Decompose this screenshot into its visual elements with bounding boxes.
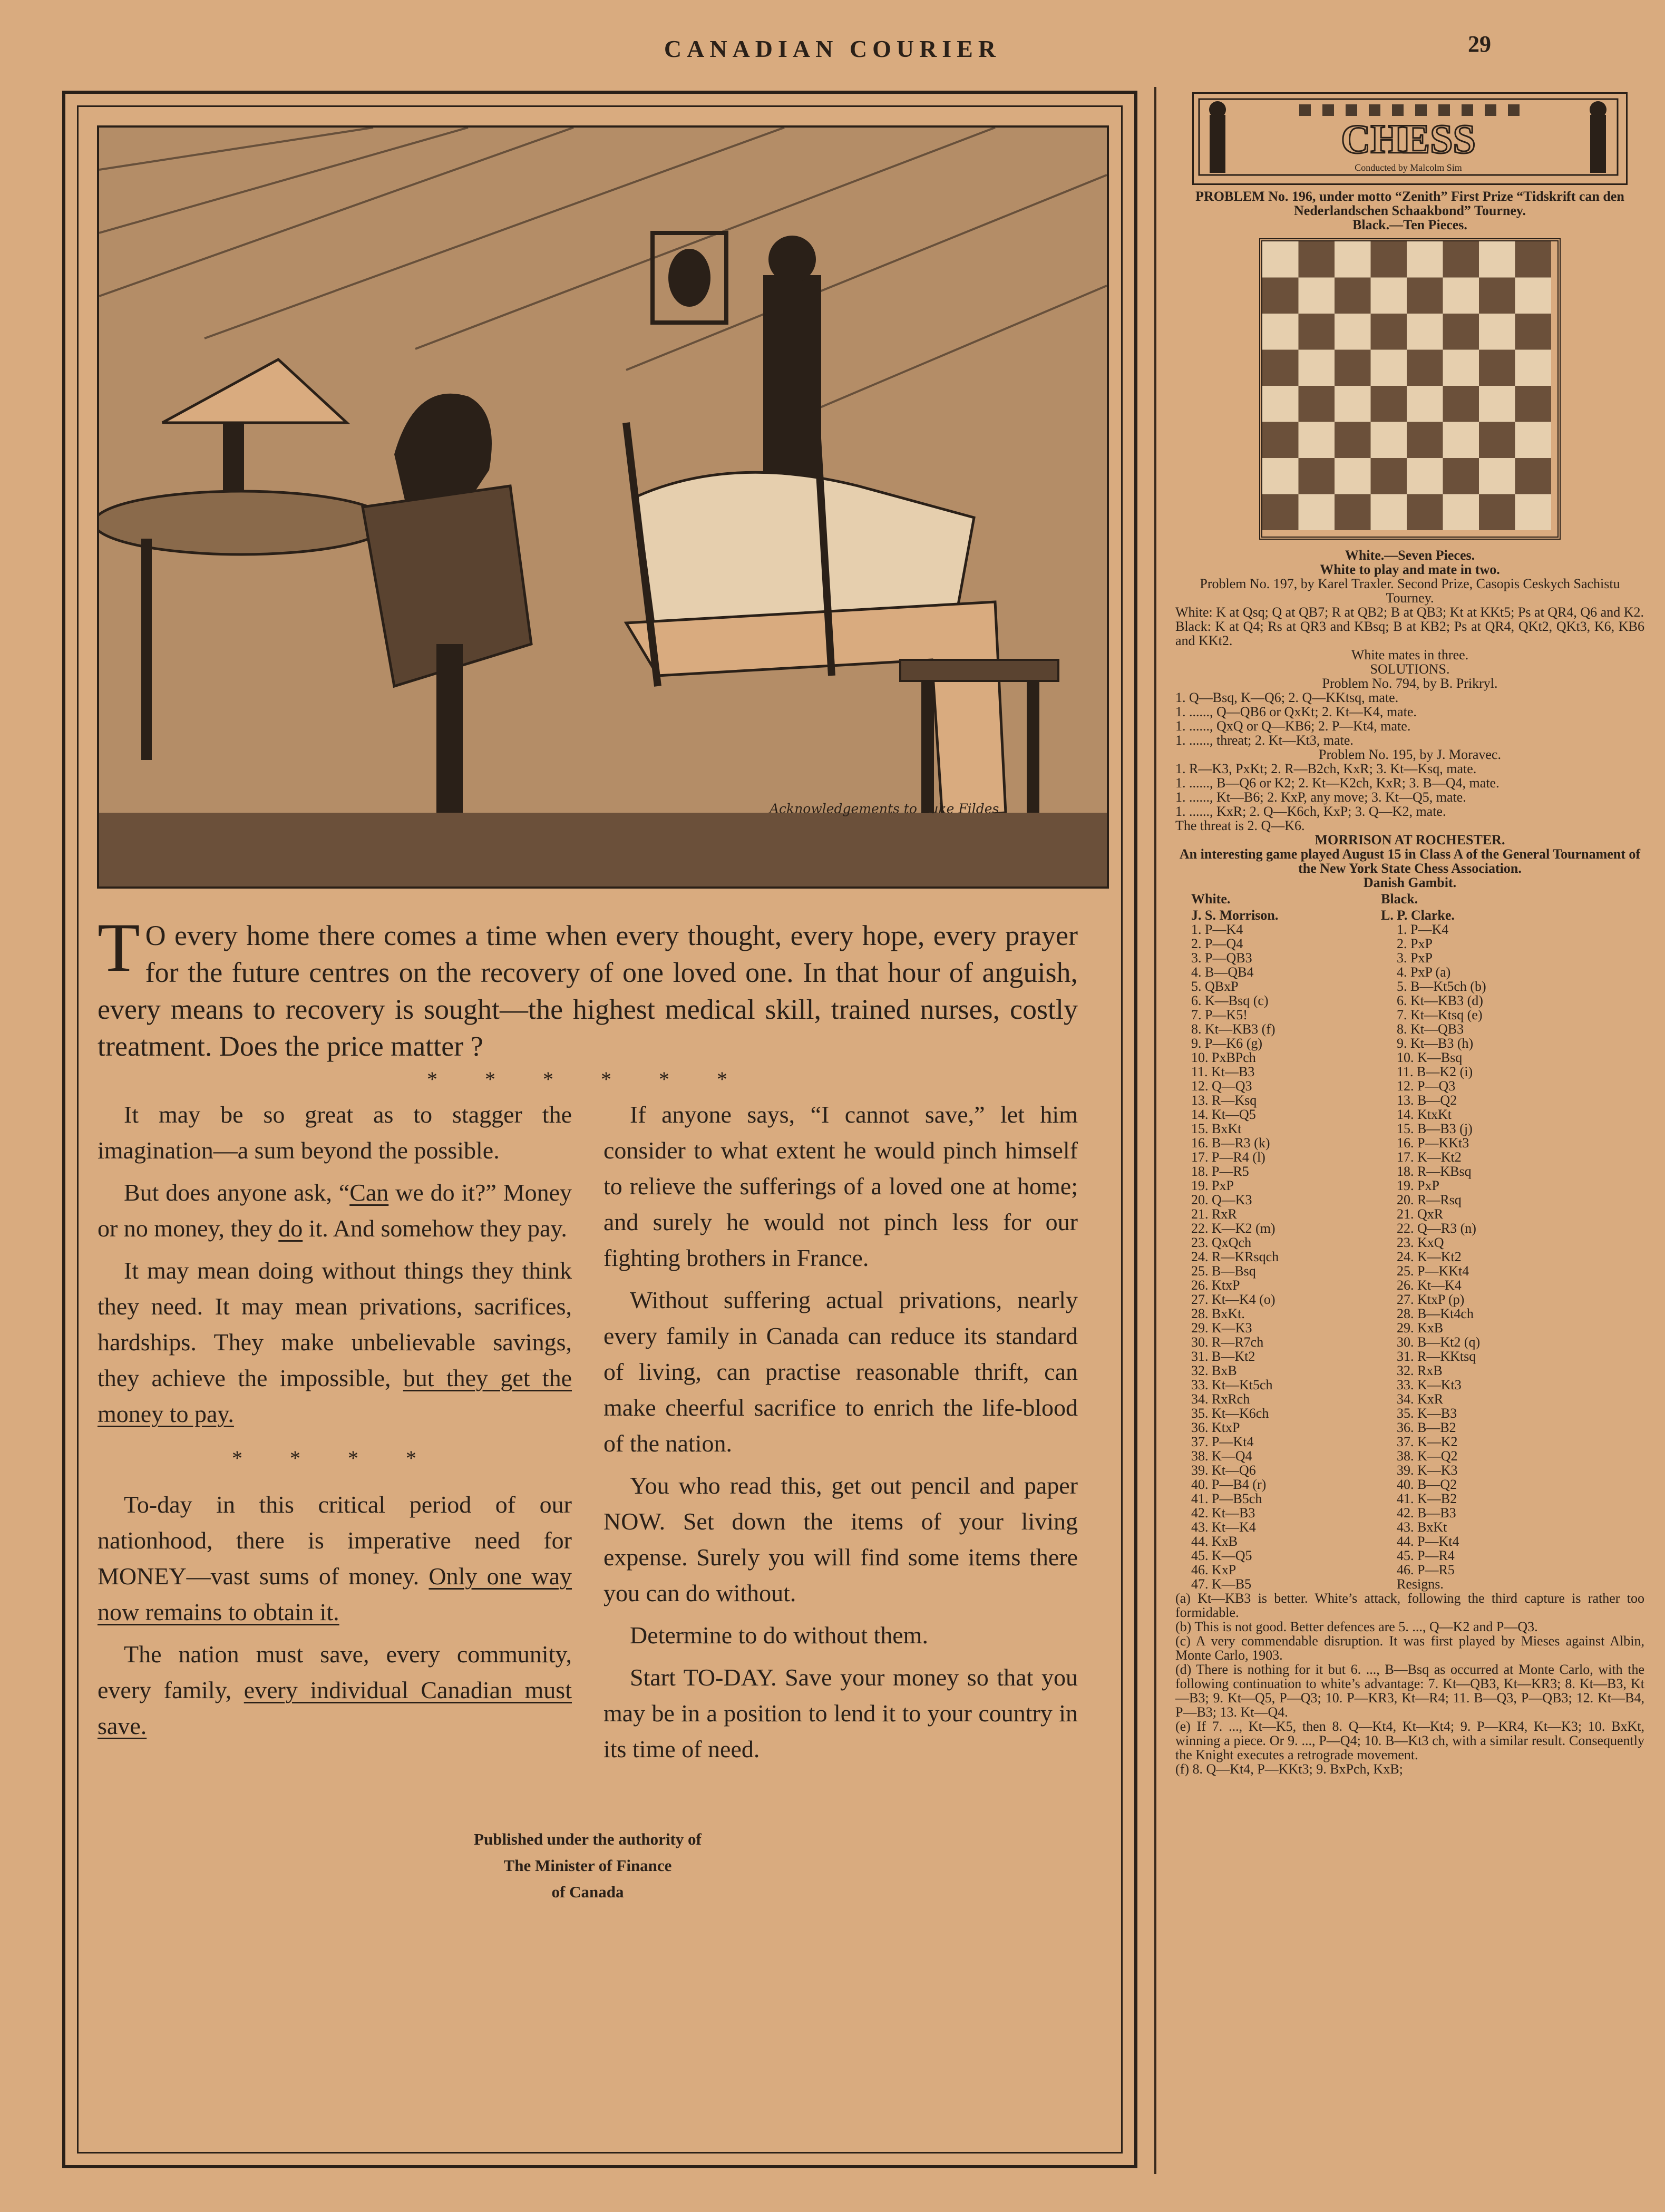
black-move: 41. K—B2 xyxy=(1397,1491,1457,1506)
board-square xyxy=(1515,422,1552,459)
ad-columns xyxy=(98,1097,1078,1774)
black-move: 14. KtxKt xyxy=(1397,1107,1452,1122)
solution-195-4: 1. ......, KxR; 2. Q—K6ch, KxP; 3. Q—K2, mate. xyxy=(1175,804,1446,819)
problem-196: PROBLEM No. 196, under motto “Zenith” First Prize “Tidskrift can den Nederlandschen Schaakbond” Tourney. xyxy=(1195,189,1624,218)
white-move: 46. KxP xyxy=(1191,1562,1236,1577)
white-move: 8. Kt—KB3 (f) xyxy=(1191,1021,1275,1037)
black-move: 40. B—Q2 xyxy=(1397,1477,1457,1492)
black-move: 29. KxB xyxy=(1397,1320,1444,1336)
divider-stars-4: * * * * xyxy=(232,1446,437,1470)
black-move: 44. P—Kt4 xyxy=(1397,1534,1459,1549)
board-square xyxy=(1407,241,1443,278)
solution-794-4: 1. ......, threat; 2. Kt—Kt3, mate. xyxy=(1175,733,1354,748)
board-square xyxy=(1335,458,1371,494)
black-move: 46. P—R5 xyxy=(1397,1562,1455,1577)
white-to-play: White to play and mate in two. xyxy=(1320,562,1500,577)
solution-794-2: 1. ......, Q—QB6 or QxKt; 2. Kt—K4, mate. xyxy=(1175,704,1417,719)
problem-195: Problem No. 195, by J. Moravec. xyxy=(1319,747,1501,762)
page-number: 29 xyxy=(1468,31,1491,57)
right-paragraph-4: Determine to do without them. xyxy=(630,1622,928,1649)
problem-197: Problem No. 197, by Karel Traxler. Second Prize, Casopis Ceskych Sachistu Tourney. xyxy=(1200,576,1620,606)
white-move: 18. P—R5 xyxy=(1191,1164,1249,1179)
white-move: 9. P—K6 (g) xyxy=(1191,1036,1263,1051)
board-square xyxy=(1407,278,1443,314)
solution-195-2: 1. ......, B—Q6 or K2; 2. Kt—K2ch, KxR; 3. B—Q4, mate. xyxy=(1175,775,1500,791)
board-square xyxy=(1479,278,1515,314)
white-move: 26. KtxP xyxy=(1191,1278,1240,1293)
board-square xyxy=(1371,350,1407,386)
black-move: 17. K—Kt2 xyxy=(1397,1149,1462,1165)
board-square xyxy=(1515,241,1552,278)
white-move: 41. P—B5ch xyxy=(1191,1491,1262,1506)
white-move: 33. Kt—Kt5ch xyxy=(1191,1377,1273,1392)
game-note: (d) There is nothing for it but 6. ..., B—Bsq as occurred at Monte Carlo, with the following continuation to white’s advantage: 7. Kt—QB3, Kt—KR3; 8. Kt—B3, Kt—B3; 9. Kt—Q5, P—Q3; 10. P—KR3, Kt—R4; 11. B—Q3, P—QB3; 12. Kt—B4, P—B3; 13. Kt—Q4. xyxy=(1175,1662,1644,1720)
game-note: (c) A very commendable disruption. It was first played by Mieses against Albin, Monte Carlo, 1903. xyxy=(1175,1633,1644,1663)
white-move: 21. RxR xyxy=(1191,1206,1237,1222)
left-paragraph-2: But does anyone ask, “Can we do it?” Money or no money, they do it. And somehow they pay. xyxy=(98,1179,572,1242)
drop-cap: T xyxy=(98,909,140,986)
solution-195-3: 1. ......, Kt—B6; 2. KxP, any move; 3. Kt—Q5, mate. xyxy=(1175,790,1466,805)
white-move: 1. P—K4 xyxy=(1191,922,1243,937)
board-square xyxy=(1299,278,1335,314)
board-square xyxy=(1335,422,1371,459)
problem-794: Problem No. 794, by B. Prikryl. xyxy=(1322,676,1498,691)
white-move: 15. BxKt xyxy=(1191,1121,1242,1136)
solution-195-5: The threat is 2. Q—K6. xyxy=(1175,818,1305,833)
board-square xyxy=(1479,458,1515,494)
board-square xyxy=(1371,278,1407,314)
white-move: 47. K—B5 xyxy=(1191,1576,1252,1592)
white-move: 40. P—B4 (r) xyxy=(1191,1477,1267,1492)
game-notes xyxy=(1175,1591,1644,1776)
left-paragraph-3: It may mean doing without things they think they need. It may mean privations, sacrifices, hardships. They make unbelievable savings, they achieve the impossible, but they get the money to pay. xyxy=(98,1257,572,1427)
black-move: 10. K—Bsq xyxy=(1397,1050,1463,1065)
black-move: 23. KxQ xyxy=(1397,1235,1444,1250)
solution-195-1: 1. R—K3, PxKt; 2. R—B2ch, KxR; 3. Kt—Ksq, mate. xyxy=(1175,761,1477,776)
chess-logo-sub: Conducted by Malcolm Sim xyxy=(1355,162,1462,173)
black-move: 35. K—B3 xyxy=(1397,1406,1457,1421)
white-move: 23. QxQch xyxy=(1191,1235,1252,1250)
black-move: 19. PxP xyxy=(1397,1178,1439,1193)
white-move: 32. BxB xyxy=(1191,1363,1237,1378)
black-move: 31. R—KKtsq xyxy=(1397,1349,1476,1364)
board-square xyxy=(1515,386,1552,422)
game-note: (e) If 7. ..., Kt—K5, then 8. Q—Kt4, Kt—Kt4; 9. P—KR4, Kt—K3; 10. BxKt, winning a piece. Or 9. ..., P—Q4; 10. B—Kt3 ch, with a similar result. Consequently the Knight executes a retrograde movement. xyxy=(1175,1719,1644,1762)
black-move: 26. Kt—K4 xyxy=(1397,1278,1462,1293)
board-square xyxy=(1371,422,1407,459)
board-square xyxy=(1443,458,1479,494)
right-paragraph-1: If anyone says, “I cannot save,” let him consider to what extent he would pinch himself to relieve the sufferings of a loved one at home; and surely he would not pinch less for our fighting brothers in France. xyxy=(603,1101,1078,1271)
white-move: 3. P—QB3 xyxy=(1191,950,1252,966)
board-square xyxy=(1371,241,1407,278)
white-move: 28. BxKt. xyxy=(1191,1306,1245,1321)
black-move: 39. K—K3 xyxy=(1397,1463,1458,1478)
board-square xyxy=(1515,350,1552,386)
board-square xyxy=(1407,386,1443,422)
board-square xyxy=(1335,386,1371,422)
game-header-players: J. S. Morrison. L. P. Clarke. xyxy=(1191,908,1455,923)
white-move: 14. Kt—Q5 xyxy=(1191,1107,1256,1122)
lead-paragraph xyxy=(98,909,1078,1065)
illustration-doctor xyxy=(97,125,1109,889)
game-note: (f) 8. Q—Kt4, P—KKt3; 9. BxPch, KxB; xyxy=(1175,1761,1403,1777)
white-move: 6. K—Bsq (c) xyxy=(1191,993,1269,1008)
board-square xyxy=(1299,494,1335,531)
black-move: 11. B—K2 (i) xyxy=(1397,1064,1473,1079)
board-square xyxy=(1299,422,1335,459)
left-paragraph-1: It may be so great as to stagger the imagination—a sum beyond the possible. xyxy=(98,1101,572,1164)
white-move: 31. B—Kt2 xyxy=(1191,1349,1255,1364)
black-move: Resigns. xyxy=(1397,1576,1444,1592)
game-moves xyxy=(1175,922,1644,1591)
black-move: 9. Kt—B3 (h) xyxy=(1397,1036,1474,1051)
white-move: 38. K—Q4 xyxy=(1191,1448,1252,1464)
black-move: 5. B—Kt5ch (b) xyxy=(1397,979,1486,994)
morrison-title: MORRISON AT ROCHESTER. xyxy=(1315,832,1505,847)
black-move: 16. P—KKt3 xyxy=(1397,1135,1469,1151)
white-move: 43. Kt—K4 xyxy=(1191,1519,1256,1535)
white-move: 36. KtxP xyxy=(1191,1420,1240,1435)
board-square xyxy=(1479,241,1515,278)
black-move: 4. PxP (a) xyxy=(1397,964,1451,980)
board-square xyxy=(1407,350,1443,386)
board-square xyxy=(1479,350,1515,386)
board-square xyxy=(1479,422,1515,459)
black-move: 33. K—Kt3 xyxy=(1397,1377,1462,1392)
board-square xyxy=(1335,494,1371,531)
board-square xyxy=(1407,458,1443,494)
white-moves xyxy=(1175,922,1381,1591)
white-move: 42. Kt—B3 xyxy=(1191,1505,1255,1521)
chess-logo-title: CHESS xyxy=(1341,116,1476,162)
board-square xyxy=(1371,386,1407,422)
white-move: 11. Kt—B3 xyxy=(1191,1064,1255,1079)
morrison-intro: An interesting game played August 15 in Class A of the General Tournament of the New York State Chess Association. xyxy=(1179,846,1641,876)
board-square xyxy=(1299,350,1335,386)
black-move: 27. KtxP (p) xyxy=(1397,1292,1465,1307)
white-move: 13. R—Ksq xyxy=(1191,1093,1257,1108)
lead-text: O every home there comes a time when every thought, every hope, every prayer for the future centres on the recovery of one loved one. In that hour of anguish, every means to recovery is sought—the highest medical skill, trained nurses, costly treatment. Does the price matter ? xyxy=(98,920,1078,1062)
board-square xyxy=(1299,314,1335,350)
board-square xyxy=(1407,494,1443,531)
black-pieces: Black.—Ten Pieces. xyxy=(1352,217,1467,232)
black-move: 6. Kt—KB3 (d) xyxy=(1397,993,1483,1008)
board-square xyxy=(1335,350,1371,386)
board-square xyxy=(1299,241,1335,278)
game-note: (b) This is not good. Better defences are 5. ..., Q—K2 and P—Q3. xyxy=(1175,1619,1538,1634)
board-square xyxy=(1407,422,1443,459)
board-square xyxy=(1443,494,1479,531)
board-square xyxy=(1407,314,1443,350)
column-rule xyxy=(1154,87,1156,2174)
white-move: 35. Kt—K6ch xyxy=(1191,1406,1269,1421)
white-move: 29. K—K3 xyxy=(1191,1320,1252,1336)
black-move: 15. B—B3 (j) xyxy=(1397,1121,1473,1136)
game-header-labels: White. Black. xyxy=(1191,891,1418,907)
board-square xyxy=(1443,422,1479,459)
white-move: 20. Q—K3 xyxy=(1191,1192,1252,1207)
black-move: 21. QxR xyxy=(1397,1206,1444,1222)
right-paragraph-5: Start TO-DAY. Save your money so that you may be in a position to lend it to your country in its time of need. xyxy=(603,1664,1078,1762)
black-move: 42. B—B3 xyxy=(1397,1505,1456,1521)
board-square xyxy=(1443,314,1479,350)
illustration-credit: Acknowledgements to Luke Fildes xyxy=(770,801,999,816)
white-move: 30. R—R7ch xyxy=(1191,1334,1264,1350)
white-move: 45. K—Q5 xyxy=(1191,1548,1252,1563)
black-move: 37. K—K2 xyxy=(1397,1434,1458,1449)
board-square xyxy=(1335,278,1371,314)
black-move: 34. KxR xyxy=(1397,1391,1444,1407)
black-move: 3. PxP xyxy=(1397,950,1433,966)
white-move: 10. PxBPch xyxy=(1191,1050,1256,1065)
black-position: Black: K at Q4; Rs at QR3 and KBsq; B at KB2; Ps at QR4, QKt2, QKt3, K6, KB6 and KKt2. xyxy=(1175,619,1644,648)
white-pieces: White.—Seven Pieces. xyxy=(1345,548,1475,563)
solution-794-3: 1. ......, QxQ or Q—KB6; 2. P—Kt4, mate. xyxy=(1175,718,1411,734)
ad-copy xyxy=(98,909,1078,1905)
white-move: 27. Kt—K4 (o) xyxy=(1191,1292,1275,1307)
board-square xyxy=(1262,494,1299,531)
black-move: 24. K—Kt2 xyxy=(1397,1249,1462,1264)
board-square xyxy=(1299,458,1335,494)
masthead: CANADIAN COURIER xyxy=(664,35,1001,62)
opening-name: Danish Gambit. xyxy=(1363,875,1457,890)
board-square xyxy=(1479,494,1515,531)
black-move: 20. R—Rsq xyxy=(1397,1192,1462,1207)
right-paragraph-2: Without suffering actual privations, nearly every family in Canada can reduce its standard of living, can practise reasonable thrift, can make cheerful sacrifice to enrich the life-blood of the nation. xyxy=(603,1287,1078,1457)
board-square xyxy=(1371,314,1407,350)
black-move: 43. BxKt xyxy=(1397,1519,1447,1535)
black-move: 13. B—Q2 xyxy=(1397,1093,1457,1108)
board-square xyxy=(1371,494,1407,531)
board-square xyxy=(1479,386,1515,422)
black-move: 22. Q—R3 (n) xyxy=(1397,1221,1476,1236)
board-square xyxy=(1262,314,1299,350)
white-move: 4. B—QB4 xyxy=(1191,964,1254,980)
black-move: 18. R—KBsq xyxy=(1397,1164,1472,1179)
white-move: 39. Kt—Q6 xyxy=(1191,1463,1256,1478)
white-move: 12. Q—Q3 xyxy=(1191,1078,1252,1094)
ad-left-column xyxy=(98,1097,572,1774)
black-move: 30. B—Kt2 (q) xyxy=(1397,1334,1481,1350)
board-square xyxy=(1335,314,1371,350)
white-position: White: K at Qsq; Q at QB7; R at QB2; B at QB3; Kt at KKt5; Ps at QR4, Q6 and K2. xyxy=(1175,605,1644,620)
chess-column xyxy=(1175,92,1644,1776)
solution-794-1: 1. Q—Bsq, K—Q6; 2. Q—KKtsq, mate. xyxy=(1175,690,1399,705)
board-square xyxy=(1299,386,1335,422)
white-mates: White mates in three. xyxy=(1351,647,1469,662)
black-move: 7. Kt—Ktsq (e) xyxy=(1397,1007,1483,1022)
chess-board xyxy=(1259,238,1561,540)
board-square xyxy=(1479,314,1515,350)
publisher-note: Published under the authority of The Minister of Finance of Canada xyxy=(474,1830,702,1901)
white-move: 24. R—KRsqch xyxy=(1191,1249,1279,1264)
black-moves xyxy=(1381,922,1586,1591)
right-paragraph-3: You who read this, get out pencil and paper NOW. Set down the items of your living expense. Surely you will find some items there you can do without. xyxy=(603,1472,1078,1606)
black-move: 38. K—Q2 xyxy=(1397,1448,1458,1464)
board-square xyxy=(1262,422,1299,459)
white-move: 16. B—R3 (k) xyxy=(1191,1135,1270,1151)
board-square xyxy=(1515,494,1552,531)
black-move: 2. PxP xyxy=(1397,936,1433,951)
board-square xyxy=(1443,350,1479,386)
left-paragraph-5: The nation must save, every community, every family, every individual Canadian must save. xyxy=(98,1641,572,1739)
white-move: 37. P—Kt4 xyxy=(1191,1434,1254,1449)
board-square xyxy=(1262,350,1299,386)
white-move: 34. RxRch xyxy=(1191,1391,1250,1407)
solutions-heading: SOLUTIONS. xyxy=(1370,661,1450,677)
white-move: 19. PxP xyxy=(1191,1178,1234,1193)
black-move: 12. P—Q3 xyxy=(1397,1078,1456,1094)
board-square xyxy=(1443,386,1479,422)
board-square xyxy=(1262,278,1299,314)
board-square xyxy=(1335,241,1371,278)
board-square xyxy=(1515,458,1552,494)
ad-right-column xyxy=(603,1097,1078,1774)
black-move: 8. Kt—QB3 xyxy=(1397,1021,1464,1037)
board-square xyxy=(1262,241,1299,278)
black-move: 45. P—R4 xyxy=(1397,1548,1455,1563)
black-move: 28. B—Kt4ch xyxy=(1397,1306,1474,1321)
black-move: 36. B—B2 xyxy=(1397,1420,1456,1435)
white-move: 7. P—K5! xyxy=(1191,1007,1248,1022)
white-move: 25. B—Bsq xyxy=(1191,1263,1256,1279)
board-square xyxy=(1262,458,1299,494)
white-move: 5. QBxP xyxy=(1191,979,1239,994)
game-note: (a) Kt—KB3 is better. White’s attack, following the third capture is rather too formidable. xyxy=(1175,1591,1644,1620)
board-square xyxy=(1443,241,1479,278)
left-paragraph-4: To-day in this critical period of our nationhood, there is imperative need for MONEY—vast sums of money. Only one way now remains to obtain it. xyxy=(98,1491,572,1625)
board-square xyxy=(1371,458,1407,494)
board-square xyxy=(1262,386,1299,422)
board-square xyxy=(1515,278,1552,314)
black-move: 25. P—KKt4 xyxy=(1397,1263,1469,1279)
white-move: 44. KxB xyxy=(1191,1534,1238,1549)
chess-logo xyxy=(1192,92,1628,185)
board-square xyxy=(1443,278,1479,314)
white-move: 17. P—R4 (l) xyxy=(1191,1149,1265,1165)
black-move: 1. P—K4 xyxy=(1397,922,1449,937)
white-move: 2. P—Q4 xyxy=(1191,936,1243,951)
black-move: 32. RxB xyxy=(1397,1363,1443,1378)
white-move: 22. K—K2 (m) xyxy=(1191,1221,1275,1236)
divider-stars-6: * * * * * * xyxy=(427,1067,748,1091)
board-square xyxy=(1515,314,1552,350)
